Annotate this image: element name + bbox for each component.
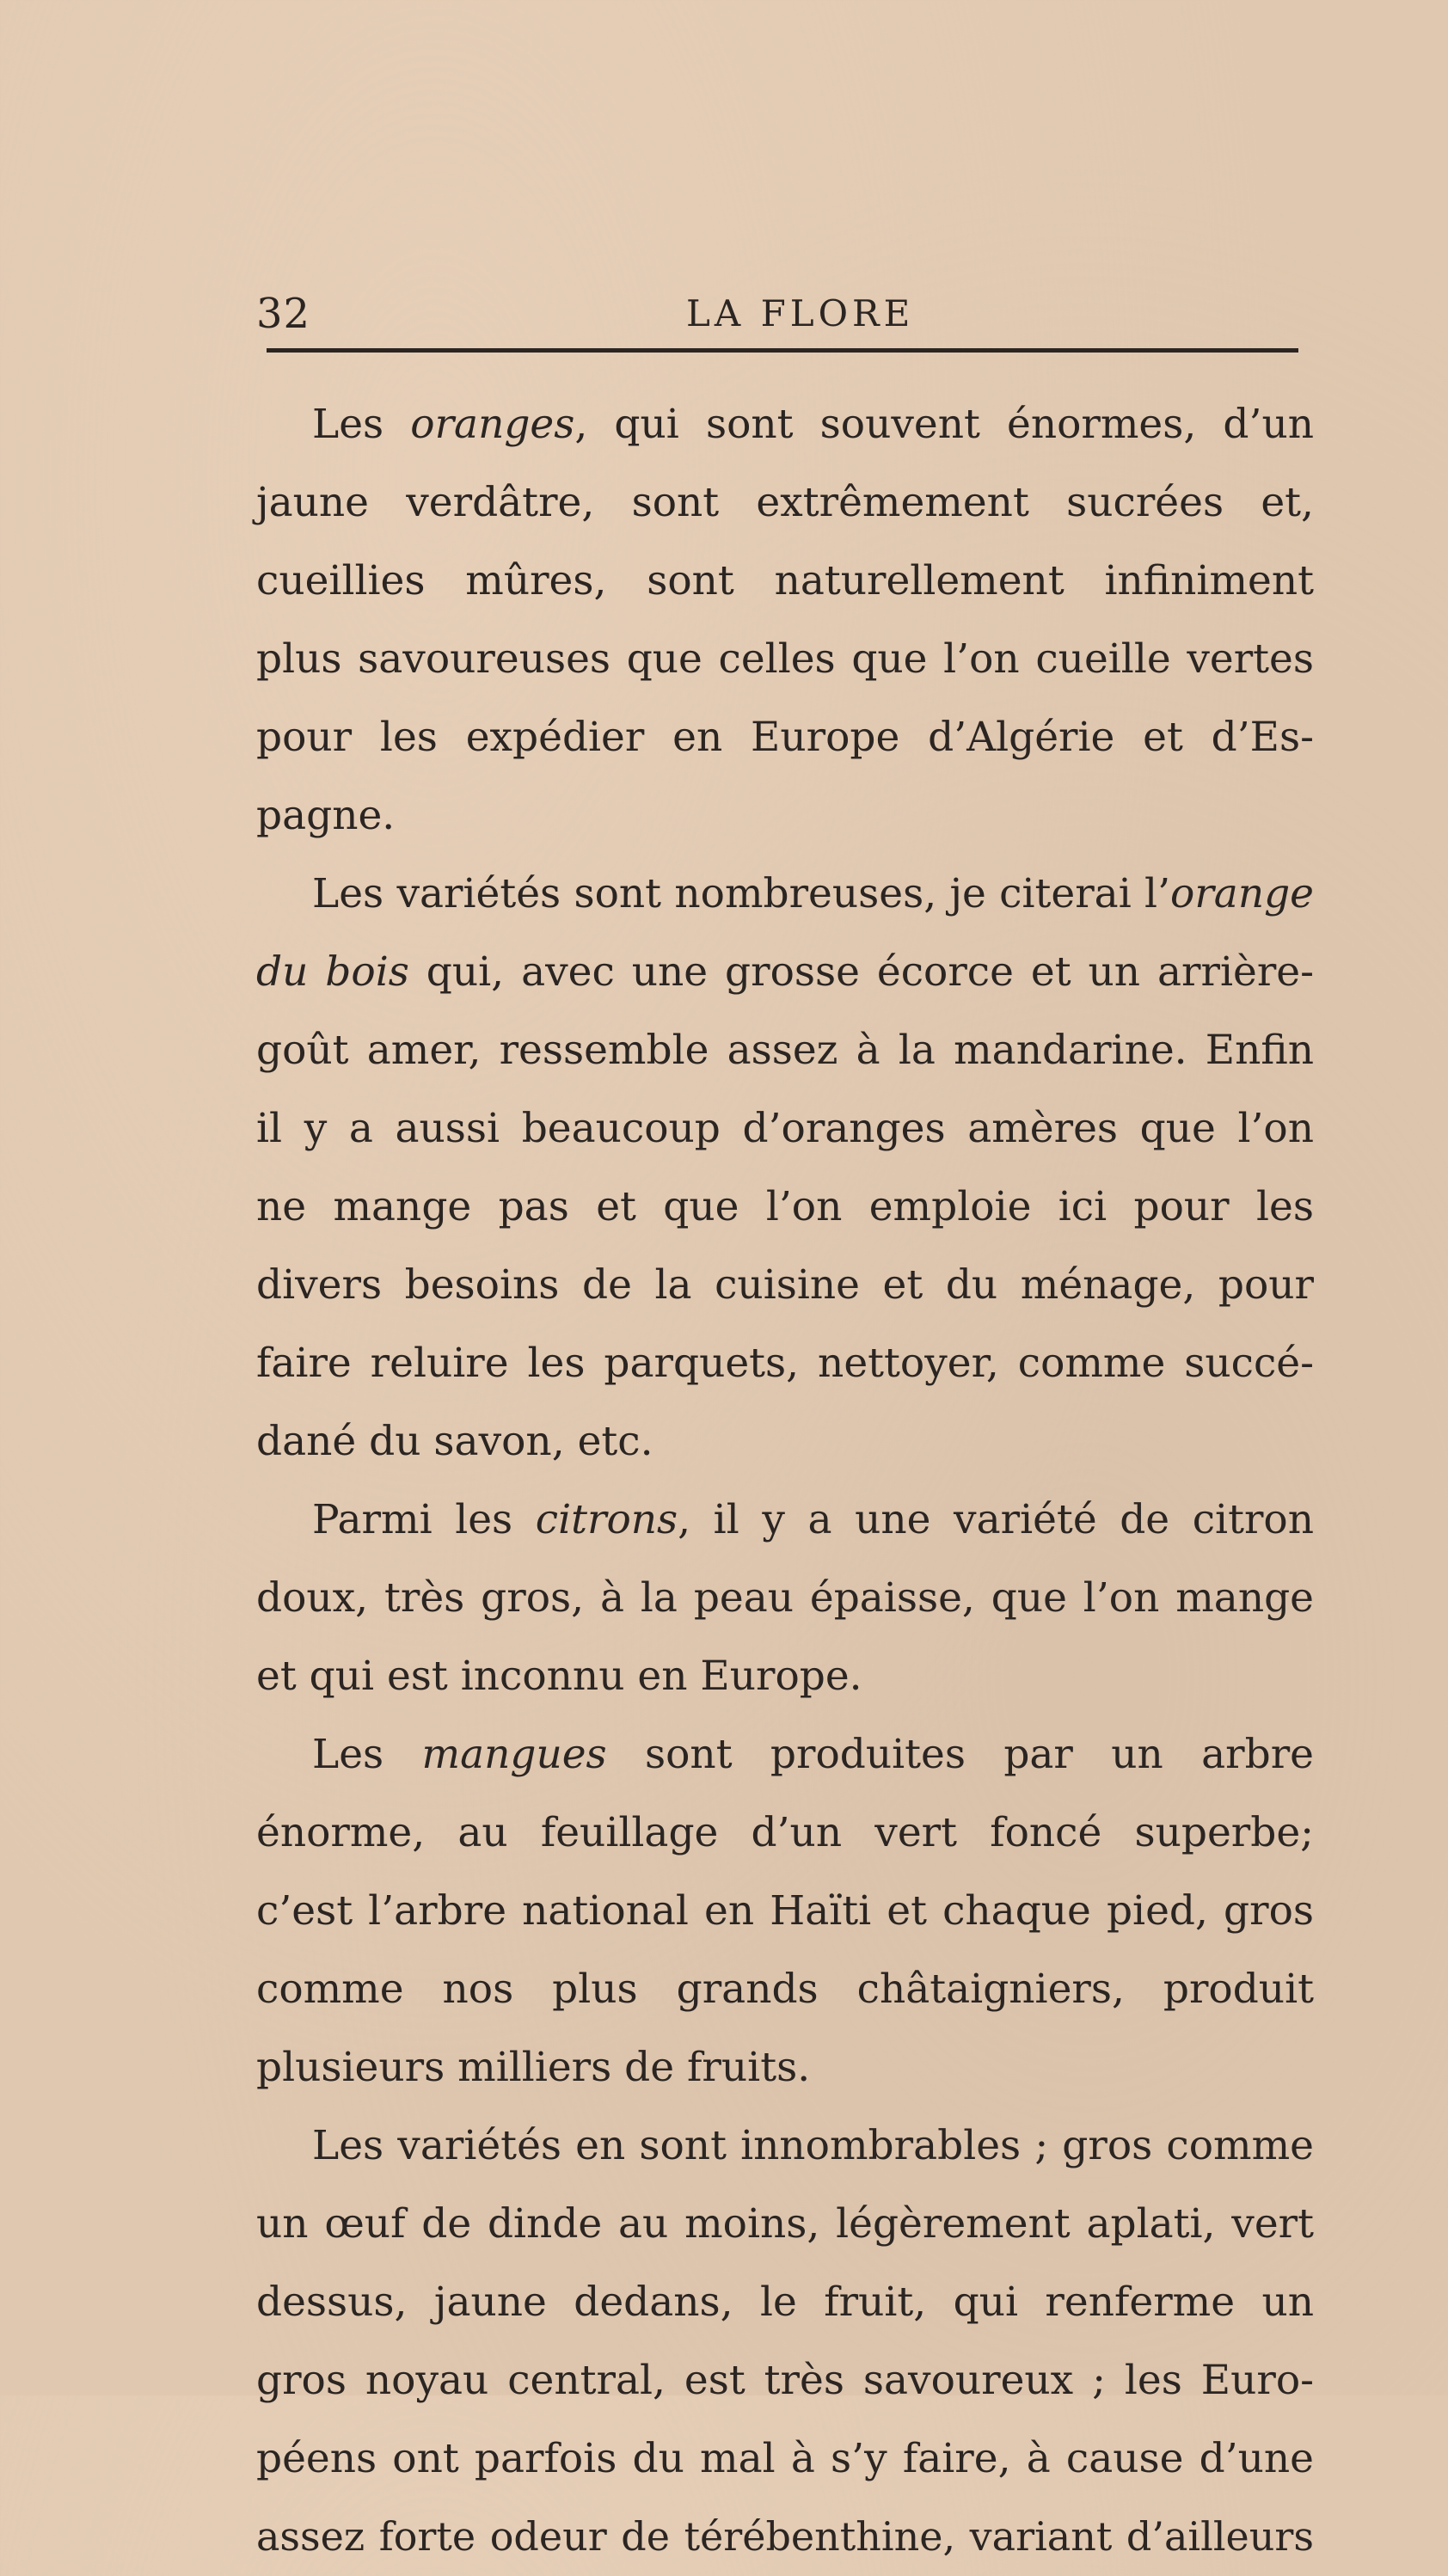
text-line: pagne.: [256, 792, 396, 839]
text-line: divers besoins de la cuisine et du ménage, pour: [256, 1261, 1314, 1309]
text-line: Les oranges, qui sont souvent énormes, d’un: [312, 401, 1314, 448]
running-head: [256, 287, 1298, 340]
text-line: péens ont parfois du mal à s’y faire, à cause d’une: [256, 2435, 1314, 2482]
page-number: 32: [256, 290, 311, 338]
text-line: pour les expédier en Europe d’Algérie et d’Es-: [256, 714, 1314, 761]
text-line: plusieurs milliers de fruits.: [256, 2044, 811, 2091]
text-line: Les variétés en sont innombrables ; gros comme: [312, 2122, 1314, 2169]
running-title: LA FLORE: [686, 292, 915, 334]
text-line: comme nos plus grands châtaigniers, produit: [256, 1966, 1314, 2013]
text-line: il y a aussi beaucoup d’oranges amères que l’on: [256, 1105, 1314, 1152]
text-line: jaune verdâtre, sont extrêmement sucrées et,: [256, 479, 1314, 526]
text-line: énorme, au feuillage d’un vert foncé superbe;: [256, 1809, 1314, 1856]
text-line: cueillies mûres, sont naturellement infiniment: [256, 557, 1314, 604]
body-text: [256, 385, 1314, 2576]
text-line: et qui est inconnu en Europe.: [256, 1653, 862, 1700]
text-line: Parmi les citrons, il y a une variété de citron: [312, 1496, 1314, 1543]
text-line: assez forte odeur de térébenthine, variant d’ailleurs: [256, 2513, 1314, 2560]
text-line: un œuf de dinde au moins, légèrement aplati, vert: [256, 2200, 1314, 2248]
text-line: doux, très gros, à la peau épaisse, que l’on mange: [256, 1574, 1314, 1622]
text-line: c’est l’arbre national en Haïti et chaque pied, gros: [256, 1887, 1314, 1935]
text-line: gros noyau central, est très savoureux ; les Euro-: [256, 2357, 1314, 2404]
text-line: goût amer, ressemble assez à la mandarine. Enfin: [256, 1027, 1314, 1074]
text-line: Les mangues sont produites par un arbre: [312, 1731, 1314, 1778]
header-rule: [267, 348, 1298, 353]
text-line: dané du savon, etc.: [256, 1418, 653, 1465]
text-line: Les variétés sont nombreuses, je citerai l’orange: [312, 870, 1314, 917]
text-line: ne mange pas et que l’on emploie ici pour les: [256, 1183, 1314, 1230]
text-line: plus savoureuses que celles que l’on cueille vertes: [256, 635, 1314, 683]
text-line: dessus, jaune dedans, le fruit, qui renferme un: [256, 2279, 1314, 2326]
text-line: du bois qui, avec une grosse écorce et un arrière-: [256, 948, 1314, 996]
text-line: faire reluire les parquets, nettoyer, comme succé-: [256, 1340, 1314, 1387]
